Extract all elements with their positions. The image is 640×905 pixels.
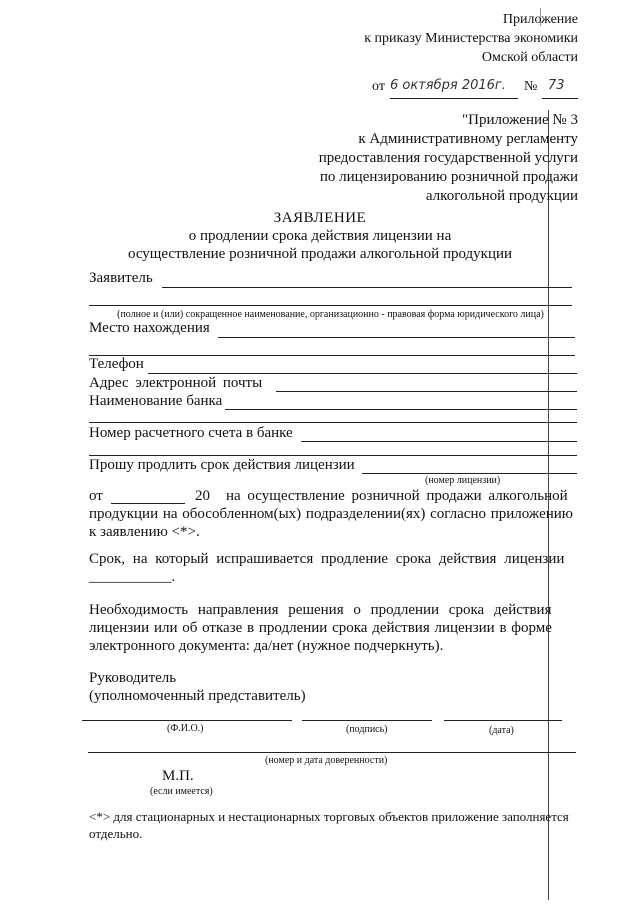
applicant-label: Заявитель [89, 270, 153, 286]
number-handwritten: 73 [548, 78, 565, 93]
header-region: Омской области [481, 50, 578, 65]
header-title: Приложение [502, 12, 578, 27]
necessity-line-2: лицензии или об отказе в продлении срока действия лицензии в форме [89, 620, 552, 636]
document-subtitle-2: осуществление розничной продажи алкогольной продукции [127, 246, 513, 262]
document-title: ЗАЯВЛЕНИЕ [273, 210, 367, 226]
appendix-line5: алкогольной продукции [425, 188, 578, 204]
location-label: Место нахождения [89, 320, 210, 336]
appendix-line2: к Административному регламенту [358, 131, 578, 147]
account-field[interactable] [301, 441, 577, 442]
fio-hint: (Ф.И.О.) [167, 723, 204, 734]
email-field[interactable] [276, 391, 577, 392]
appendix-line3: предоставления государственной услуги [318, 150, 578, 166]
account-field-2[interactable] [89, 455, 577, 456]
stamp-hint: (если имеется) [150, 786, 213, 797]
year-prefix: 20 [195, 488, 210, 504]
date-handwritten: 6 октября 2016г. [390, 78, 506, 93]
request-line-3: продукции на обособленном(ых) подразделении(ях) согласно приложению [89, 506, 573, 522]
appendix-line4: по лицензированию розничной продажи [319, 169, 578, 185]
location-field[interactable] [218, 337, 575, 338]
signature-field[interactable] [302, 720, 432, 721]
request-label: Прошу продлить срок действия лицензии [89, 457, 355, 473]
applicant-field[interactable] [162, 287, 572, 288]
header-order: к приказу Министерства экономики [364, 31, 578, 46]
fio-field[interactable] [82, 720, 292, 721]
term-line-2[interactable]: ___________. [89, 569, 176, 585]
head-label-1: Руководитель [89, 670, 177, 686]
signature-hint: (подпись) [346, 724, 388, 735]
necessity-line-3: электронного документа: да/нет (нужное подчеркнуть). [89, 638, 444, 654]
from-word: от [89, 488, 103, 504]
email-label: Адрес электронной почты [89, 375, 263, 391]
necessity-line-1: Необходимость направления решения о продлении срока действия [89, 602, 552, 618]
head-label-2: (уполномоченный представитель) [89, 688, 306, 704]
footnote-line-2: отдельно. [89, 826, 143, 841]
request-line2-rest: на осуществление розничной продажи алкогольной [226, 488, 568, 504]
proxy-field[interactable] [88, 752, 576, 753]
number-label: № [524, 79, 538, 94]
date-sign-field[interactable] [444, 720, 562, 721]
request-line-4: к заявлению <*>. [89, 524, 200, 540]
document-subtitle-1: о продлении срока действия лицензии на [188, 228, 452, 244]
applicant-hint: (полное и (или) сокращенное наименование, организационно - правовая форма юридического лица) [117, 309, 544, 320]
bank-label: Наименование банка [89, 393, 223, 409]
proxy-hint: (номер и дата доверенности) [265, 755, 388, 766]
account-label: Номер расчетного счета в банке [89, 425, 293, 441]
footnote-line-1: <*> для стационарных и нестационарных торговых объектов приложение заполняется [89, 809, 569, 824]
date-ot-label: от [372, 79, 385, 94]
stamp-label: М.П. [162, 768, 194, 784]
phone-field[interactable] [148, 373, 577, 374]
appendix-line1: "Приложение № 3 [462, 112, 578, 128]
location-field-2[interactable] [89, 355, 575, 356]
bank-field-2[interactable] [89, 422, 577, 423]
license-number-hint: (номер лицензии) [425, 475, 501, 486]
request-line-2 [89, 488, 577, 508]
date-field[interactable] [111, 503, 185, 504]
bank-field[interactable] [225, 409, 577, 410]
applicant-field-2[interactable] [89, 305, 572, 306]
license-number-field[interactable] [362, 473, 577, 474]
number-underline [542, 98, 578, 99]
date-underline [390, 98, 518, 99]
header-date-row [372, 78, 582, 100]
phone-label: Телефон [89, 356, 144, 372]
term-line-1: Срок, на который испрашивается продление срока действия лицензии [89, 551, 565, 567]
date-hint: (дата) [489, 725, 514, 736]
